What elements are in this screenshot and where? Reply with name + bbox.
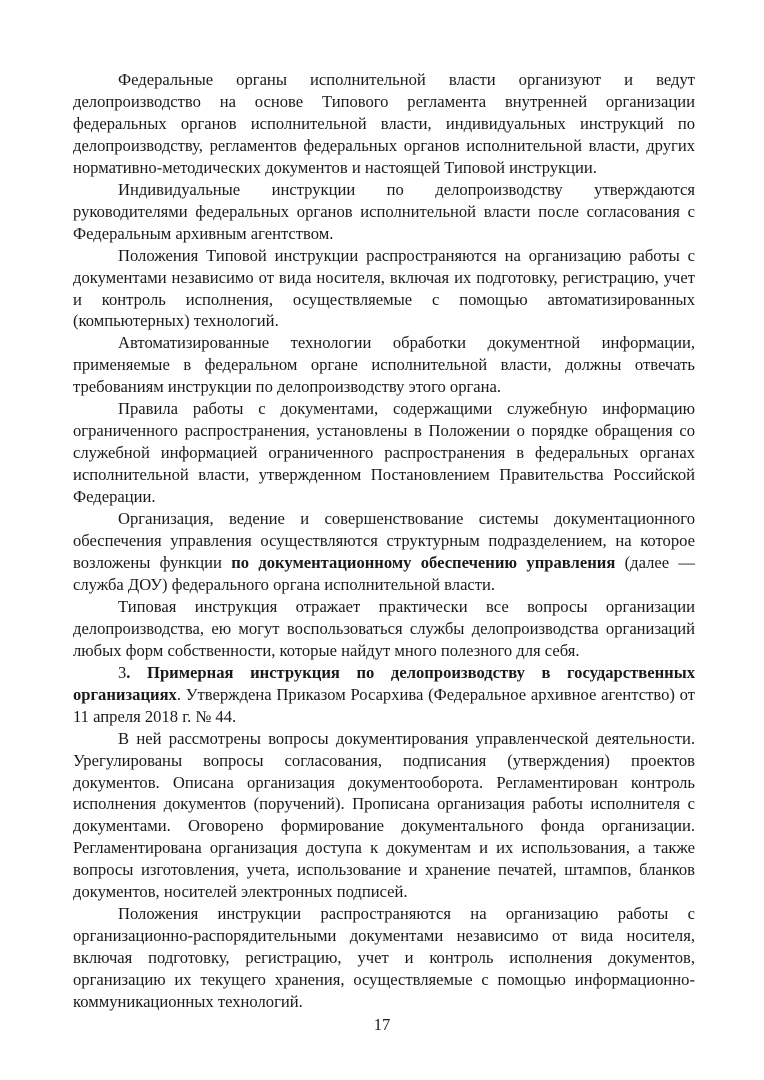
paragraph-7: Типовая инструкция отражает практически все вопросы организации делопроизводства, ею могут воспользоваться службы делопроизводства организаций любых форм собственности, которые найдут много полезного для себя. [73,596,695,660]
paragraph-3: Положения Типовой инструкции распространяются на организацию работы с документами независимо от вида носителя, включая их подготовку, регистрацию, учет и контроль исполнения, осуществляемые с помощью автоматизированных (компьютерных) технологий. [73,245,695,331]
paragraph-6-text-after: (далее — служба ДОУ) федерального органа исполнительной власти. [73,552,695,594]
section-number: 3 [118,662,127,682]
paragraph-1: Федеральные органы исполнительной власти организуют и ведут делопроизводство на основе Типового регламента внутренней организации федеральных органов исполнительной власти, индивидуальных инструкций по делопроизводству, регламентов федеральных органов исполнительной власти, других нормативно-методических документов и настоящей Типовой инструкции. [73,70,695,177]
paragraph-6-bold-term: по документационному обеспечению управления [231,552,616,572]
section-heading: . Примерная инструкция по делопроизводству в государственных организациях [73,662,695,704]
paragraph-2: Индивидуальные инструкции по делопроизводству утверждаются руководителями федеральных органов исполнительной власти после согласования с Федеральным архивным агентством. [73,179,695,243]
paragraph-8 [73,662,695,728]
paragraph-8-text-after: . Утверждена Приказом Росархива (Федеральное архивное агентство) от 11 апреля 2018 г. № 44. [73,684,695,726]
paragraph-6-text-before: Организация, ведение и совершенствование системы документационного обеспечения управления осуществляются структурным подразделением, на которое возложены функции [73,509,695,572]
paragraph-6 [73,508,695,596]
paragraph-4: Автоматизированные технологии обработки документной информации, применяемые в федеральном органе исполнительной власти, должны отвечать требованиям инструкции по делопроизводству этого органа. [73,333,695,397]
body-text [73,69,695,1013]
paragraph-10: Положения инструкции распространяются на организацию работы с организационно-распорядительными документами независимо от вида носителя, включая подготовку, регистрацию, учет и контроль исполнения документов, организацию их текущего хранения, осуществляемые с помощью информационно-коммуникационных технологий. [73,904,695,1012]
page-number: 17 [373,1015,391,1034]
paragraph-5: Правила работы с документами, содержащими служебную информацию ограниченного распространения, установлены в Положении о порядке обращения со служебной информацией ограниченного распространения в федеральных органах исполнительной власти, утвержденном Постановлением Правительства Российской Федерации. [73,399,695,507]
paragraph-9: В ней рассмотрены вопросы документирования управленческой деятельности. Урегулированы вопросы согласования, подписания (утверждения) проектов документов. Описана организация документооборота. Регламентирован контроль исполнения документов (поручений). Прописана организация работы исполнителя с документами. Оговорено формирование документального фонда организации. Регламентирована организация доступа к документам и их использования, а также вопросы изготовления, учета, использование и хранение печатей, штампов, бланков документов, носителей электронных подписей. [73,728,695,902]
